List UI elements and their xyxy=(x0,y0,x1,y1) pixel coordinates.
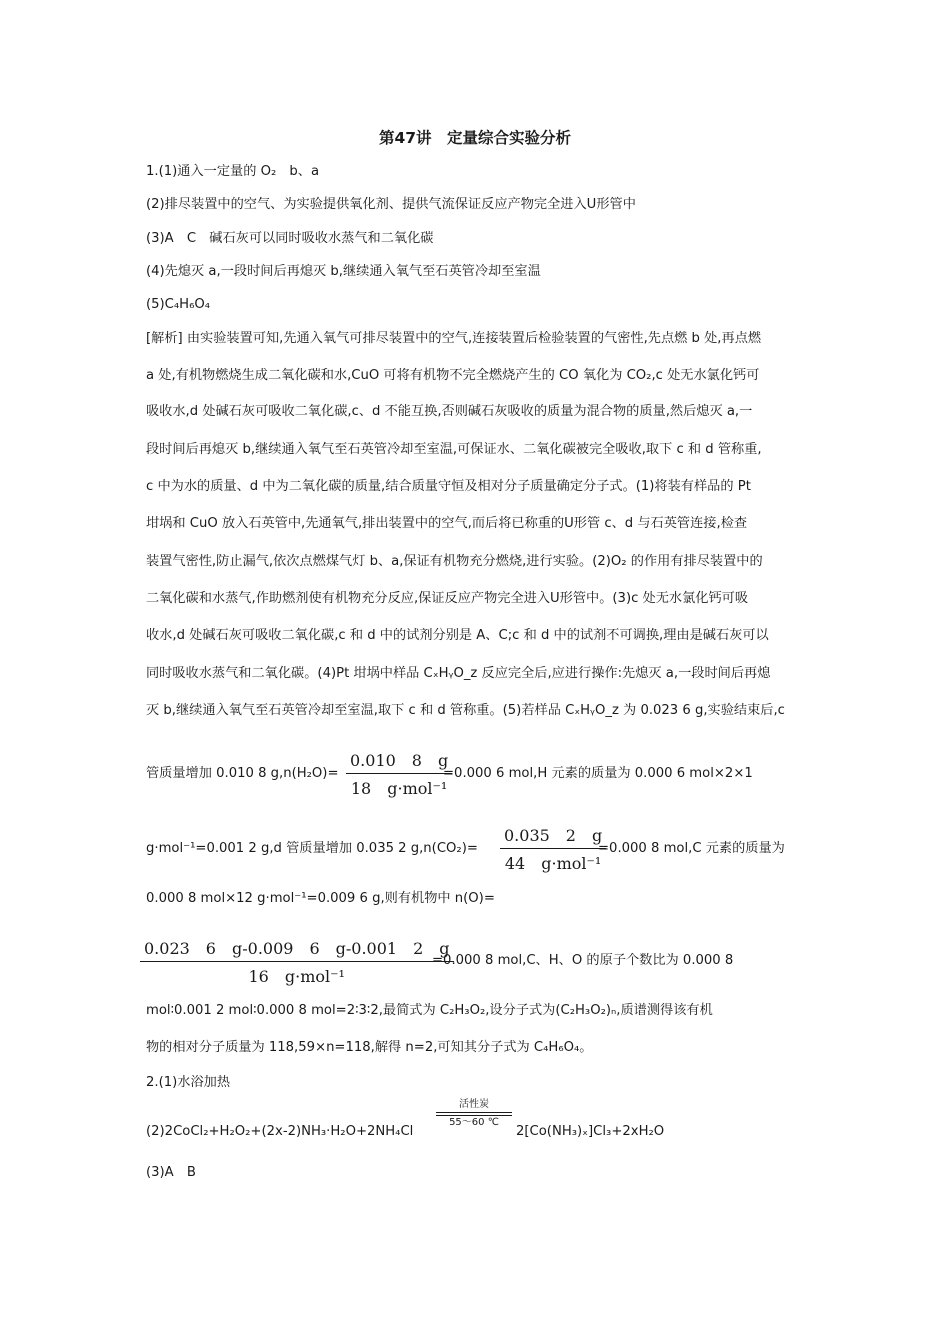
analysis-line: [解析] 由实验装置可知,先通入氧气可排尽装置中的空气,连接装置后检验装置的气密性,先点燃 b 处,再点燃 xyxy=(146,331,762,346)
reaction-arrow xyxy=(436,1099,512,1129)
q1-answer-4: (4)先熄灭 a,一段时间后再熄灭 b,继续通入氧气至石英管冷却至室温 xyxy=(146,264,541,279)
q2-equation-left: (2)2CoCl₂+H₂O₂+(2x-2)NH₃·H₂O+2NH₄Cl xyxy=(146,1124,414,1139)
q1-answer-5: (5)C₄H₆O₄ xyxy=(146,297,211,312)
arrow-condition-top: 活性炭 xyxy=(459,1099,489,1110)
calc-h2o-prefix: 管质量增加 0.010 8 g,n(H₂O)= xyxy=(146,766,339,781)
fraction-denominator: 44 g·mol⁻¹ xyxy=(504,854,602,873)
analysis-line: a 处,有机物燃烧生成二氧化碳和水,CuO 可将有机物不完全燃烧产生的 CO 氧化为 CO₂,c 处无水氯化钙可 xyxy=(146,368,760,383)
q1-answer-3: (3)A C 碱石灰可以同时吸收水蒸气和二氧化碳 xyxy=(146,231,434,246)
fraction-h2o xyxy=(346,748,452,799)
calc-carbon-mass: 0.000 8 mol×12 g·mol⁻¹=0.009 6 g,则有机物中 n(O)= xyxy=(146,891,495,906)
analysis-line: 坩埚和 CuO 放入石英管中,先通氧气,排出装置中的空气,而后将已称重的U形管 c、d 与石英管连接,检查 xyxy=(146,516,748,531)
calc-co2-prefix: g·mol⁻¹=0.001 2 g,d 管质量增加 0.035 2 g,n(CO₂)= xyxy=(146,841,478,856)
q1-answer-1: 1.(1)通入一定量的 O₂ b、a xyxy=(146,164,320,179)
fraction-oxygen xyxy=(140,936,454,987)
fraction-numerator: 0.035 2 g xyxy=(500,823,606,849)
analysis-line: 同时吸收水蒸气和二氧化碳。(4)Pt 坩埚中样品 CₓHᵧO_z 反应完全后,应进行操作:先熄灭 a,一段时间后再熄 xyxy=(146,666,771,681)
arrow-condition-bottom: 55～60 ℃ xyxy=(449,1117,499,1128)
q2-answer-1: 2.(1)水浴加热 xyxy=(146,1075,231,1090)
calc-h2o-result: =0.000 6 mol,H 元素的质量为 0.000 6 mol×2×1 xyxy=(443,766,753,781)
fraction-co2 xyxy=(500,823,606,874)
fraction-denominator: 18 g·mol⁻¹ xyxy=(350,779,448,798)
calc-ratio: mol∶0.001 2 mol∶0.000 8 mol=2∶3∶2,最简式为 C₂H₃O₂,设分子式为(C₂H₃O₂)ₙ,质谱测得该有机 xyxy=(146,1003,713,1018)
q1-answer-2: (2)排尽装置中的空气、为实验提供氧化剂、提供气流保证反应产物完全进入U形管中 xyxy=(146,197,636,212)
q2-answer-3: (3)A B xyxy=(146,1165,196,1180)
analysis-line: 二氧化碳和水蒸气,作助燃剂使有机物充分反应,保证反应产物完全进入U形管中。(3)c 处无水氯化钙可吸 xyxy=(146,591,749,606)
fraction-numerator: 0.023 6 g-0.009 6 g-0.001 2 g xyxy=(140,936,454,962)
calc-co2-result: =0.000 8 mol,C 元素的质量为 xyxy=(598,841,785,856)
analysis-line: 装置气密性,防止漏气,依次点燃煤气灯 b、a,保证有机物充分燃烧,进行实验。(2)O₂ 的作用有排尽装置中的 xyxy=(146,554,763,569)
analysis-line: 灭 b,继续通入氧气至石英管冷却至室温,取下 c 和 d 管称重。(5)若样品 CₓHᵧO_z 为 0.023 6 g,实验结束后,c xyxy=(146,703,785,718)
calc-oxygen-result: =0.000 8 mol,C、H、O 的原子个数比为 0.000 8 xyxy=(432,953,734,968)
fraction-numerator: 0.010 8 g xyxy=(346,748,452,774)
equals-sign xyxy=(436,1112,512,1116)
analysis-line: 收水,d 处碱石灰可吸收二氧化碳,c 和 d 中的试剂分别是 A、C;c 和 d 中的试剂不可调换,理由是碱石灰可以 xyxy=(146,628,769,643)
calc-formula: 物的相对分子质量为 118,59×n=118,解得 n=2,可知其分子式为 C₄H₆O₄。 xyxy=(146,1040,593,1055)
fraction-denominator: 16 g·mol⁻¹ xyxy=(248,967,345,986)
page-title: 第47讲 定量综合实验分析 xyxy=(378,129,572,147)
analysis-line: c 中为水的质量、d 中为二氧化碳的质量,结合质量守恒及相对分子质量确定分子式。(1)将装有样品的 Pt xyxy=(146,479,751,494)
analysis-line: 吸收水,d 处碱石灰可吸收二氧化碳,c、d 不能互换,否则碱石灰吸收的质量为混合物的质量,然后熄灭 a,一 xyxy=(146,404,753,419)
analysis-line: 段时间后再熄灭 b,继续通入氧气至石英管冷却至室温,可保证水、二氧化碳被完全吸收,取下 c 和 d 管称重, xyxy=(146,442,762,457)
q2-equation-right: 2[Co(NH₃)ₓ]Cl₃+2xH₂O xyxy=(516,1124,665,1139)
